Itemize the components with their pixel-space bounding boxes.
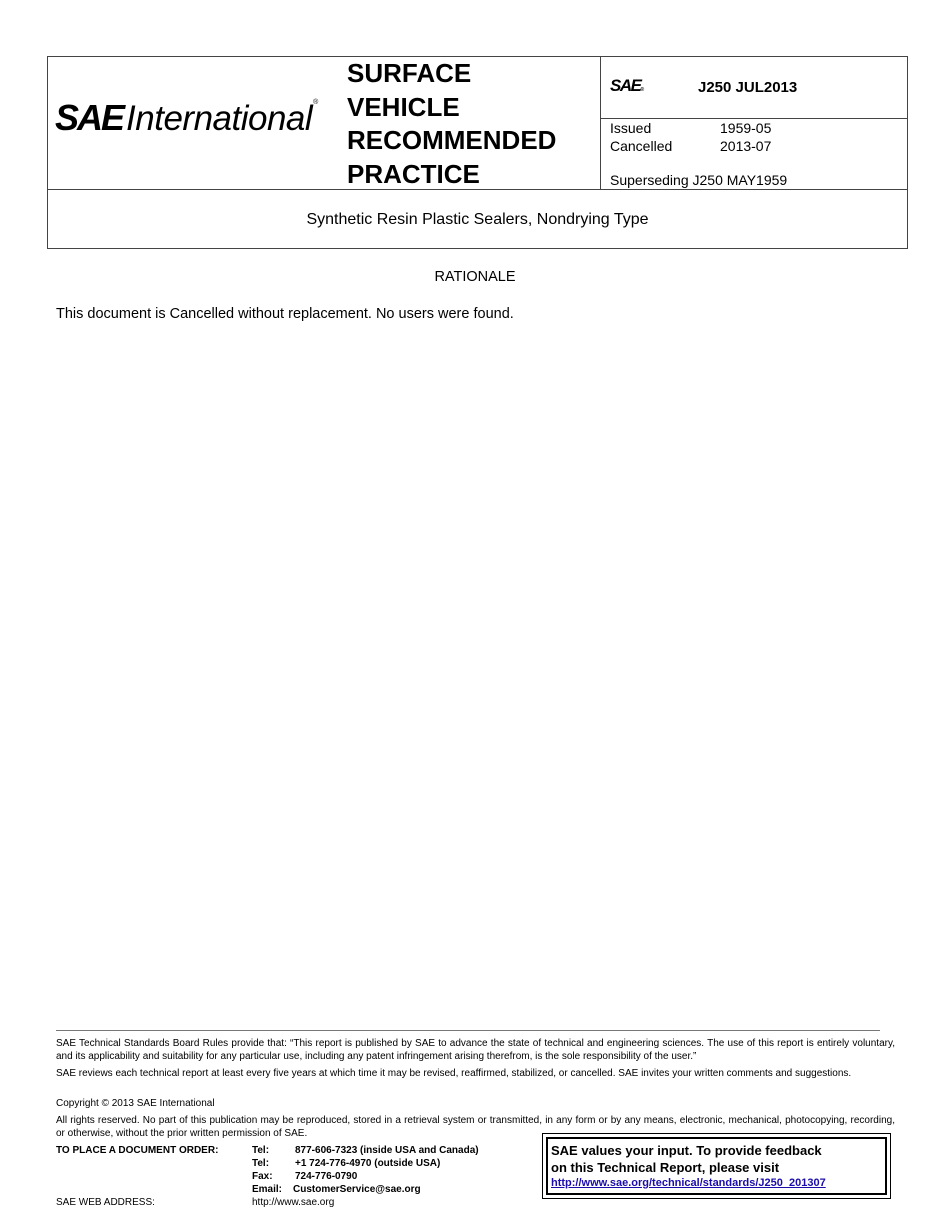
document-type (347, 57, 597, 191)
contact-value: 724-776-0790 (295, 1171, 358, 1182)
sae-mini-logo (610, 77, 643, 94)
document-type-line: SURFACE (347, 58, 472, 88)
logo-suffix: International (126, 99, 313, 138)
contact-label: Email: (252, 1184, 283, 1195)
sae-mini-logo-mark: ® (640, 87, 643, 93)
header-column-divider (600, 56, 601, 190)
contact-value: 877-606-7323 (inside USA and Canada) (295, 1145, 479, 1156)
rationale-text: This document is Cancelled without replacement. No users were found. (56, 306, 514, 322)
copyright: Copyright © 2013 SAE International (56, 1098, 215, 1109)
issued-value: 1959-05 (720, 120, 772, 136)
feedback-text: on this Technical Report, please visit (551, 1160, 780, 1175)
footer-rule (56, 1030, 880, 1031)
contact-label: Tel: (252, 1145, 270, 1156)
sae-mini-logo-text: SAE (610, 76, 641, 95)
contact-value: +1 724-776-4970 (outside USA) (295, 1158, 441, 1169)
email-link[interactable]: CustomerService@sae.org (293, 1184, 421, 1195)
feedback-link[interactable]: http://www.sae.org/technical/standards/J250_201307 (551, 1177, 826, 1189)
logo-brand: SAE (55, 97, 124, 138)
document-type-line: RECOMMENDED (347, 125, 557, 155)
contact-label: Tel: (252, 1158, 270, 1169)
document-title: Synthetic Resin Plastic Sealers, Nondrying Type (306, 211, 649, 228)
cancelled-label: Cancelled (610, 138, 673, 154)
cancelled-value: 2013-07 (720, 138, 772, 154)
superseding: Superseding J250 MAY1959 (610, 172, 788, 188)
rights-paragraph: All rights reserved. No part of this publication may be reproduced, stored in a retrieval system or transmitted, in any form or by any means, electronic, mechanical, photocopying, recording, or otherwise, without the prior written permission of SAE. (56, 1115, 895, 1139)
document-type-line: VEHICLE (347, 91, 460, 122)
web-address-link[interactable]: http://www.sae.org (252, 1197, 335, 1208)
review-paragraph: SAE reviews each technical report at least every five years at which time it may be revised, reaffirmed, stabilized, or cancelled. SAE invites your written comments and suggestions. (56, 1068, 852, 1079)
sae-international-logo (55, 96, 330, 136)
issued-label: Issued (610, 120, 652, 136)
document-id: J250 JUL2013 (698, 79, 798, 96)
logo-trademark: ® (313, 99, 319, 106)
feedback-text: SAE values your input. To provide feedback (551, 1143, 822, 1158)
rules-paragraph: SAE Technical Standards Board Rules provide that: “This report is published by SAE to advance the state of technical and engineering sciences. The use of this report is entirely voluntary, and its applicability and suitability for any particular use, including any patent infringement arising therefrom, is the sole responsibility of the user.” (56, 1038, 895, 1062)
web-address-label: SAE WEB ADDRESS: (56, 1197, 155, 1208)
document-type-line: PRACTICE (347, 158, 480, 189)
contact-label: Fax: (252, 1171, 273, 1182)
order-label: TO PLACE A DOCUMENT ORDER: (56, 1145, 219, 1156)
rationale-heading: RATIONALE (434, 269, 516, 285)
